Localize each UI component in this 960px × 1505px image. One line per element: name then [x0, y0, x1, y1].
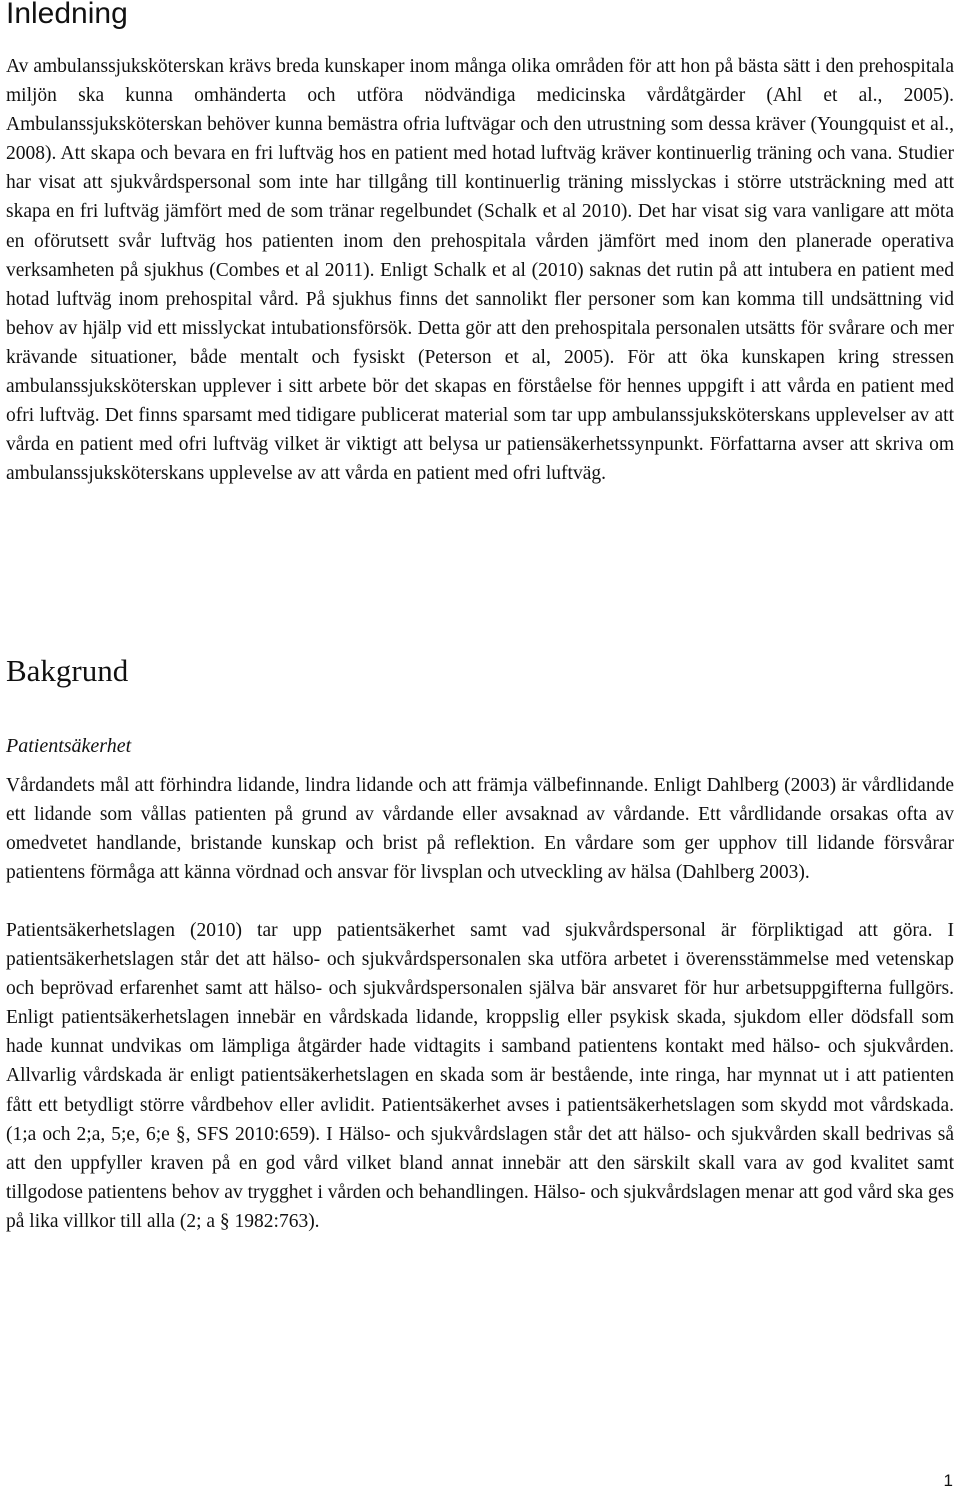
paragraph-patientsakerhetslagen: Patientsäkerhetslagen (2010) tar upp patientsäkerhet samt vad sjukvårdspersonal är förpliktigad att göra. I patientsäkerhetslagen står det att hälso- och sjukvårdspersonalen ska utföra arbetet i överensstämmelse med vetenskap och beprövad erfarenhet samt att hälso- och sjukvårdspersonalen själva bär ansvaret för hur arbetsuppgifterna fullgörs. Enligt patientsäkerhetslagen innebär en vårdskada lidande, kroppslig eller psykisk skada, sjukdom eller dödsfall som hade kunnat undvikas om lämpliga åtgärder hade vidtagits i samband patientens kontakt med hälso- och sjukvården. Allvarlig vårdskada är enligt patientsäkerhetslagen en skada som är bestående, inte ringa, har mynnat ut i att patienten fått ett betydligt större vårdbehov eller avlidit. Patientsäkerhet avses i patientsäkerhetslagen som skydd mot vårdskada. (1;a och 2;a, 5;e, 6;e §, SFS 2010:659). I Hälso- och sjukvårdslagen står det att hälso- och sjukvården skall bedrivas så att den uppfyller kraven på en god vård vilket bland annat innebär att den särskilt skall vara av god kvalitet samt tillgodose patientens behov av trygghet i vården och behandlingen. Hälso- och sjukvårdslagen menar att god vård ska ges på lika villkor till alla (2; a § 1982:763). [6, 920, 954, 1232]
section-heading-inledning: Inledning [6, 0, 128, 30]
page-number: 1 [943, 1471, 953, 1490]
paragraph-inledning: Av ambulanssjuksköterskan krävs breda kunskaper inom många olika områden för att hon på bästa sätt i den prehospitala miljön ska kunna omhänderta och utföra nödvändiga medicinska vårdåtgärder (Ahl et al., 2005). Ambulanssjuksköterskan behöver kunna bemästra ofria luftvägar och den utrustning som dessa kräver (Youngquist et al., 2008). Att skapa och bevara en fri luftväg hos en patient med hotad luftväg kräver kontinuerlig träning och vana. Studier har visat att sjukvårdspersonal som inte har tillgång till kontinuerlig träning misslyckas i större utsträckning med att skapa en fri luftväg jämfört med de som tränar regelbundet (Schalk et al 2010). Det har visat sig vara vanligare att möta en oförutsett svår luftväg hos patienten inom den prehospitala vården jämfört med inom den planerade operativa verksamheten på sjukhus (Combes et al 2011). Enligt Schalk et al (2010) saknas det rutin på att intubera en patient med hotad luftväg inom prehospital vård. På sjukhus finns det sannolikt fler personer som kan komma till undsättning vid behov av hjälp vid ett misslyckat intubationsförsök. Detta gör att den prehospitala personalen utsätts för svårare och mer krävande situationer, både mentalt och fysiskt (Peterson et al, 2005). För att öka kunskapen kring stressen ambulanssjuksköterskan upplever i sitt arbete bör det skapas en förståelse för hennes uppgift i att vårda en patient med ofri luftväg. Det finns sparsamt med tidigare publicerat material som tar upp ambulanssjuksköterskans upplevelser av att vårda en patient med ofri luftväg vilket är viktigt att belysa ur patiensäkerhetssynpunkt. Författarna avser att skriva om ambulanssjuksköterskans upplevelse av att vårda en patient med ofri luftväg. [6, 56, 954, 485]
section-heading-bakgrund: Bakgrund [6, 653, 129, 688]
subheading-patientsakerhet: Patientsäkerhet [6, 735, 132, 757]
paragraph-vardandets-mal: Vårdandets mål att förhindra lidande, lindra lidande och att främja välbefinnande. Enligt Dahlberg (2003) är vårdlidande ett lidande som vållas patienten på grund av vårdande eller avsaknad av vårdande. Ett vårdlidande orsakas ofta av omedvetet handlande, bristande kunskap och brist på reflektion. En vårdare som ger upphov till lidande försvårar patientens förmåga att känna vördnad och ansvar för livsplan och utveckling av hälsa (Dahlberg 2003). [6, 775, 954, 884]
